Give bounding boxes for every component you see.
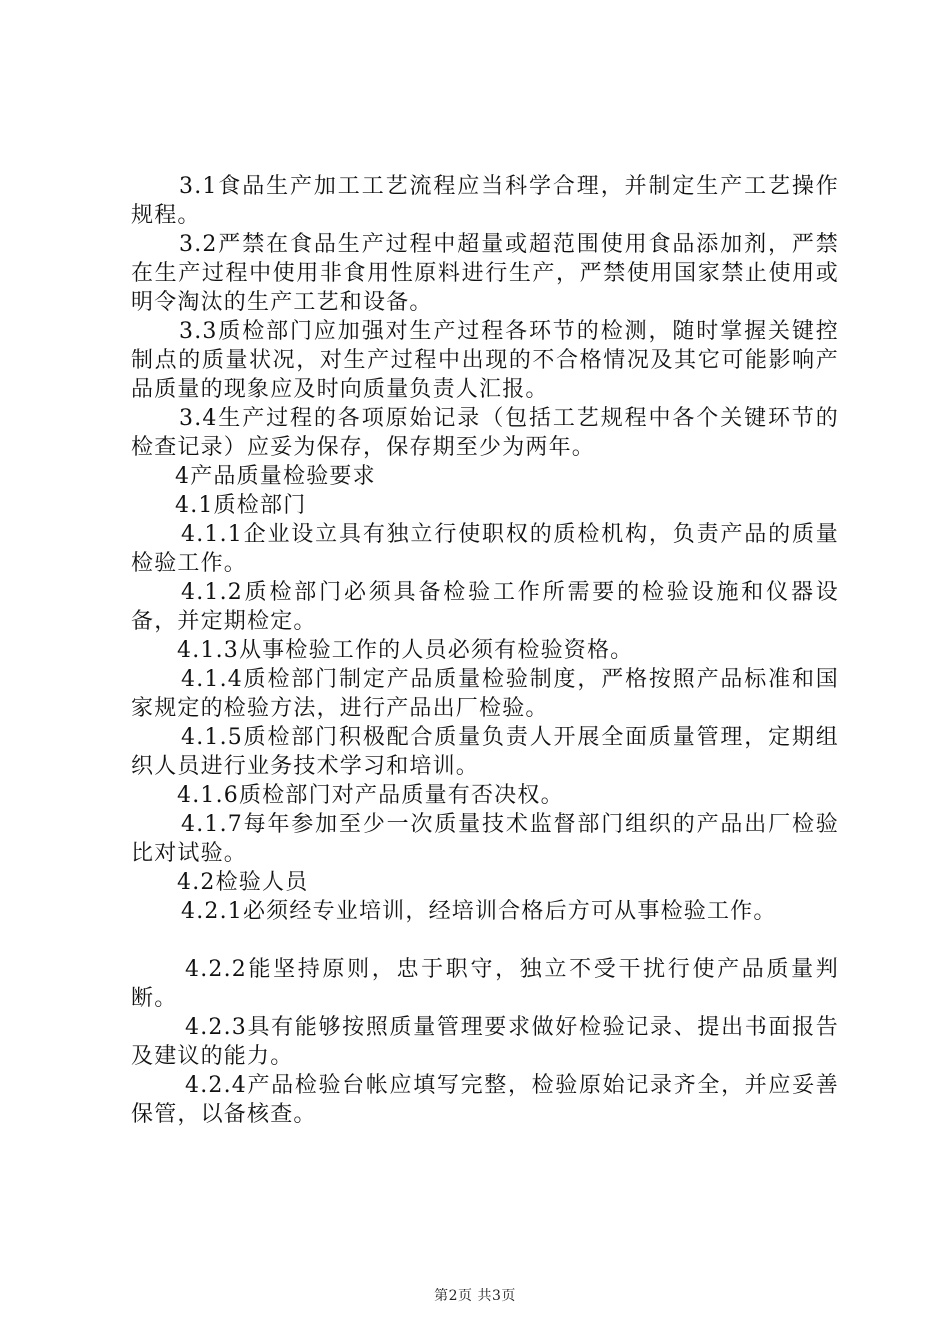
paragraph-3-2: 3.2严禁在食品生产过程中超量或超范围使用食品添加剂，严禁在生产过程中使用非食用性原料进行生产，严禁使用国家禁止使用或明令淘汰的生产工艺和设备。 [131,232,839,315]
paragraph-4-2-4: 4.2.4产品检验台帐应填写完整，检验原始记录齐全，并应妥善保管，以备核查。 [131,1073,839,1127]
paragraph-3-4: 3.4生产过程的各项原始记录（包括工艺规程中各个关键环节的检查记录）应妥为保存，保存期至少为两年。 [131,406,839,460]
paragraph-3-1: 3.1食品生产加工工艺流程应当科学合理，并制定生产工艺操作规程。 [131,174,839,228]
paragraph-4-1-7: 4.1.7每年参加至少一次质量技术监督部门组织的产品出厂检验比对试验。 [131,812,839,866]
paragraph-3-3: 3.3质检部门应加强对生产过程各环节的检测，随时掌握关键控制点的质量状况，对生产过程中出现的不合格情况及其它可能影响产品质量的现象应及时向质量负责人汇报。 [131,319,839,402]
page-footer [0,1287,950,1305]
paragraph-4-2-2: 4.2.2能坚持原则，忠于职守，独立不受干扰行使产品质量判断。 [131,957,839,1011]
paragraph-4-1-2: 4.1.2质检部门必须具备检验工作所需要的检验设施和仪器设备，并定期检定。 [131,580,839,634]
paragraph-4-1-3: 4.1.3从事检验工作的人员必须有检验资格。 [177,638,634,663]
paragraph-4-1-4: 4.1.4质检部门制定产品质量检验制度，严格按照产品标准和国家规定的检验方法，进行产品出厂检验。 [131,667,839,721]
paragraph-4-1-5: 4.1.5质检部门积极配合质量负责人开展全面质量管理，定期组织人员进行业务技术学习和培训。 [131,725,839,779]
subsection-heading-4-2: 4.2检验人员 [177,870,309,895]
paragraph-4-2-1: 4.2.1必须经专业培训，经培训合格后方可从事检验工作。 [181,899,777,924]
paragraph-4-1-6: 4.1.6质检部门对产品质量有否决权。 [177,783,564,808]
paragraph-4-2-3: 4.2.3具有能够按照质量管理要求做好检验记录、提出书面报告及建议的能力。 [131,1015,839,1069]
subsection-heading-4-1: 4.1质检部门 [175,493,307,518]
document-body [131,172,839,1129]
paragraph-4-1-1: 4.1.1企业设立具有独立行使职权的质检机构，负责产品的质量检验工作。 [131,522,839,576]
page-number-label: 第2页 共3页 [434,1288,516,1304]
section-heading-4: 4产品质量检验要求 [175,464,376,489]
